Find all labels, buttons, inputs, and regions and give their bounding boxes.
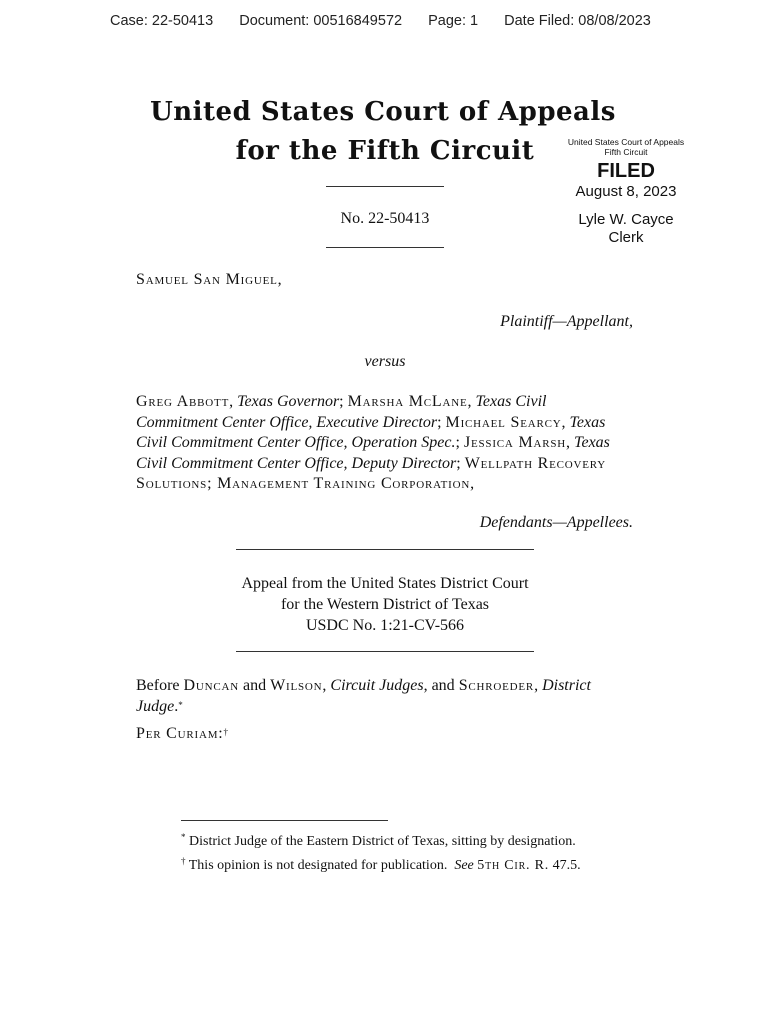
clerk-title: Clerk (608, 229, 644, 246)
defendants-segment: , (229, 393, 238, 410)
per-curiam-label: Per Curiam: (136, 725, 224, 742)
separator: , (322, 677, 331, 694)
case-number-text: No. 22-50413 (340, 210, 430, 227)
court-title-line1: United States Court of Appeals (150, 97, 616, 127)
defendants-line (136, 454, 636, 475)
conjunction: , and (423, 677, 459, 694)
judge-duncan: Duncan (183, 677, 239, 694)
defendants-line (136, 474, 636, 495)
defendants-segment: Texas (574, 434, 610, 451)
defendants-segment: ; (456, 454, 465, 472)
defendants-segment: , (561, 413, 570, 431)
stamp-court: United States Court of Appeals (567, 137, 685, 147)
footnote-ref: * (178, 699, 183, 710)
divider (236, 549, 534, 550)
divider (326, 186, 444, 187)
defendants-segment: Texas Civil (475, 393, 547, 410)
see-signal: See (454, 858, 474, 873)
page-number-header: Page: 1 (428, 13, 479, 29)
footnote-mark: * (181, 832, 186, 842)
judge-label: Judge (136, 697, 175, 715)
divider (326, 247, 444, 248)
defendants-segment: ; (339, 393, 348, 410)
appeal-line3: USDC No. 1:21-CV-566 (305, 617, 465, 634)
appeal-line2: for the Western District of Texas (280, 596, 490, 613)
defendants-segment: Solutions; Management Training Corporation, (136, 475, 475, 492)
footnote-text: District Judge of the Eastern District of Texas, sitting by designation. (189, 834, 576, 849)
rule-citation: 5th Cir. R. (477, 858, 550, 873)
defendants-segment: Greg Abbott (136, 393, 230, 410)
defendants-line (136, 433, 636, 454)
before-prefix: Before (136, 677, 184, 694)
footnote-1 (181, 834, 576, 850)
stamp-circuit: Fifth Circuit (604, 147, 648, 157)
defendants-line (136, 413, 636, 434)
defendants-segment: Michael Searcy (445, 413, 562, 431)
date-filed-header: Date Filed: 08/08/2023 (504, 13, 651, 29)
defendants-role: Defendants—Appellees. (479, 514, 633, 531)
defendants-segment: Civil Commitment Center Office, Operation Spec. (136, 434, 456, 451)
defendants-segment: Jessica Marsh (463, 434, 567, 451)
conjunction: and (239, 677, 271, 694)
defendants-segment: Texas Governor (237, 393, 340, 410)
filed-label: FILED (597, 160, 655, 182)
defendants-segment: ; (437, 413, 446, 431)
circuit-judges-label: Circuit Judges (330, 677, 424, 694)
court-title-line2: for the Fifth Circuit (235, 136, 535, 166)
defendants-line (136, 392, 636, 413)
case-number-header: Case: 22-50413 (110, 13, 214, 29)
divider (236, 651, 534, 652)
defendants-segment: Civil Commitment Center Office, Deputy Director (136, 454, 457, 472)
clerk-name: Lyle W. Cayce (578, 211, 674, 228)
rule-number: 47.5. (549, 858, 581, 873)
per-curiam (136, 724, 228, 745)
separator: , (534, 677, 543, 694)
panel-judges (136, 676, 646, 717)
stamp-date: August 8, 2023 (575, 183, 677, 200)
docket-header (110, 13, 673, 29)
versus-label: versus (364, 353, 406, 370)
document-number-header: Document: 00516849572 (239, 13, 403, 29)
plaintiff-role: Plaintiff—Appellant, (500, 313, 633, 330)
defendants-segment: Commitment Center Office, Executive Director (136, 413, 438, 431)
appeal-line1: Appeal from the United States District Court (241, 575, 529, 592)
footnote-2 (181, 858, 581, 874)
defendants-segment: , (467, 393, 476, 410)
footnote-text: This opinion is not designated for publication. (188, 858, 455, 873)
period: . (174, 697, 179, 715)
footnote-mark: † (181, 856, 186, 866)
defendants-segment: , (566, 434, 575, 451)
defendants-block (136, 392, 636, 495)
footnote-divider (181, 820, 388, 821)
district-label: District (542, 677, 591, 694)
defendants-segment: ; (455, 434, 464, 451)
case-number (0, 209, 770, 230)
defendants-segment: Wellpath Recovery (464, 454, 607, 472)
footnote-ref: † (223, 727, 229, 737)
judge-schroeder: Schroeder (458, 677, 535, 694)
plaintiff-name: Samuel San Miguel, (136, 271, 283, 288)
judge-wilson: Wilson (270, 677, 323, 694)
defendants-segment: Marsha McLane (347, 393, 468, 410)
defendants-segment: Texas (569, 413, 606, 431)
